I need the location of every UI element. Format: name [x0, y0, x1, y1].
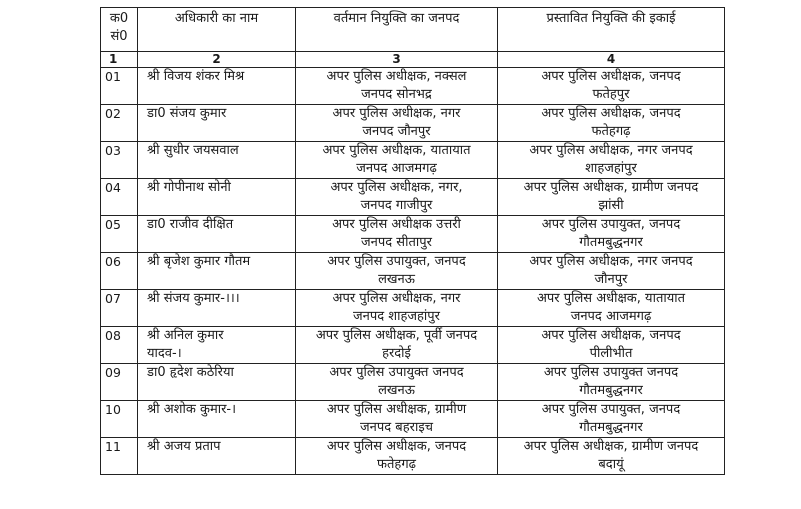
serial-number: 02: [105, 106, 121, 121]
serial-number-cell: [101, 216, 138, 253]
serial-number-cell: [101, 438, 138, 475]
officer-name: श्री अनिल कुमार: [147, 328, 224, 343]
current-posting-line1: अपर पुलिस अधीक्षक, जनपद: [326, 439, 467, 454]
officer-name-cell: [138, 253, 296, 290]
proposed-posting-line1: अपर पुलिस अधीक्षक, नगर जनपद: [529, 143, 693, 158]
serial-number: 08: [105, 328, 121, 343]
officer-name-cell: [138, 364, 296, 401]
current-posting-line2: जनपद शाहजहांपुर: [352, 309, 440, 324]
header-row: [101, 8, 725, 52]
proposed-posting-line2: गौतमबुद्धनगर: [579, 235, 643, 250]
table-row: [101, 105, 725, 142]
officer-name-cell: [138, 290, 296, 327]
current-posting-line1: अपर पुलिस उपायुक्त जनपद: [329, 365, 464, 380]
proposed-posting-line2: बदायूं: [598, 457, 624, 472]
officer-name: श्री बृजेश कुमार गौतम: [147, 254, 251, 269]
proposed-posting-line2: झांसी: [598, 198, 624, 213]
column-number: 2: [138, 52, 296, 68]
serial-number-cell: [101, 105, 138, 142]
serial-number-cell: [101, 68, 138, 105]
current-posting-line2: लखनऊ: [378, 272, 415, 287]
officer-name: श्री विजय शंकर मिश्र: [147, 69, 245, 84]
current-posting-line2: लखनऊ: [378, 383, 415, 398]
serial-number: 03: [105, 143, 121, 158]
table-row: [101, 253, 725, 290]
column-number: 4: [498, 52, 725, 68]
header-officer-name: अधिकारी का नाम: [138, 8, 296, 52]
current-posting-line1: अपर पुलिस उपायुक्त, जनपद: [327, 254, 466, 269]
proposed-posting-cell: [498, 364, 725, 401]
current-posting-line2: जनपद आजमगढ़: [356, 161, 437, 176]
current-posting-cell: [296, 290, 498, 327]
serial-number-cell: [101, 253, 138, 290]
proposed-posting-line2: जौनपुर: [594, 272, 628, 287]
serial-number-cell: [101, 142, 138, 179]
officer-name-cell: [138, 216, 296, 253]
proposed-posting-line1: अपर पुलिस अधीक्षक, ग्रामीण जनपद: [523, 180, 699, 195]
current-posting-line1: अपर पुलिस अधीक्षक, नक्सल: [326, 69, 467, 84]
table-row: [101, 438, 725, 475]
header-current-posting: वर्तमान नियुक्ति का जनपद: [296, 8, 498, 52]
column-number: 3: [296, 52, 498, 68]
current-posting-line2: जनपद गाजीपुर: [360, 198, 433, 213]
officer-name-cell: [138, 105, 296, 142]
serial-number: 01: [105, 69, 121, 84]
table-row: [101, 179, 725, 216]
header-proposed-posting: प्रस्तावित नियुक्ति की इकाई: [498, 8, 725, 52]
current-posting-line1: अपर पुलिस अधीक्षक उत्तरी: [332, 217, 461, 232]
current-posting-line1: अपर पुलिस अधीक्षक, यातायात: [322, 143, 471, 158]
current-posting-cell: [296, 327, 498, 364]
officer-name: श्री संजय कुमार-।।।: [147, 291, 240, 306]
proposed-posting-line1: अपर पुलिस उपायुक्त, जनपद: [541, 402, 681, 417]
proposed-posting-line2: जनपद आजमगढ़: [570, 309, 652, 324]
proposed-posting-cell: [498, 179, 725, 216]
serial-number: 09: [105, 365, 121, 380]
proposed-posting-line1: अपर पुलिस अधीक्षक, नगर जनपद: [529, 254, 693, 269]
officer-name-cell: [138, 438, 296, 475]
proposed-posting-line2: फतेहगढ़: [591, 124, 631, 139]
serial-number: 04: [105, 180, 121, 195]
table-row: [101, 364, 725, 401]
officer-name-cell: [138, 179, 296, 216]
serial-number-cell: [101, 401, 138, 438]
officer-name-cell: [138, 401, 296, 438]
proposed-posting-cell: [498, 438, 725, 475]
current-posting-line1: अपर पुलिस अधीक्षक, नगर: [332, 291, 461, 306]
serial-number: 07: [105, 291, 121, 306]
officer-name: डा0 संजय कुमार: [147, 106, 227, 121]
proposed-posting-line1: अपर पुलिस अधीक्षक, जनपद: [541, 106, 681, 121]
current-posting-line2: हरदोई: [382, 346, 411, 361]
proposed-posting-line2: शाहजहांपुर: [585, 161, 637, 176]
officer-name-cell: [138, 327, 296, 364]
current-posting-line1: अपर पुलिस अधीक्षक, नगर,: [330, 180, 463, 195]
current-posting-line2: फतेहगढ़: [377, 457, 416, 472]
serial-number: 05: [105, 217, 121, 232]
proposed-posting-line1: अपर पुलिस अधीक्षक, ग्रामीण जनपद: [523, 439, 699, 454]
current-posting-line2: जनपद सोनभद्र: [361, 87, 432, 102]
current-posting-line1: अपर पुलिस अधीक्षक, पूर्वी जनपद: [315, 328, 478, 343]
current-posting-cell: [296, 401, 498, 438]
serial-number-cell: [101, 290, 138, 327]
table-row: [101, 327, 725, 364]
table-row: [101, 68, 725, 105]
proposed-posting-line1: अपर पुलिस उपायुक्त जनपद: [543, 365, 679, 380]
proposed-posting-cell: [498, 290, 725, 327]
officer-name: डा0 राजीव दीक्षित: [147, 217, 234, 232]
proposed-posting-cell: [498, 401, 725, 438]
proposed-posting-line2: पीलीभीत: [589, 346, 633, 361]
current-posting-line1: अपर पुलिस अधीक्षक, ग्रामीण: [326, 402, 467, 417]
current-posting-cell: [296, 179, 498, 216]
header-serial-number: क0 सं0: [101, 8, 138, 52]
table-row: [101, 216, 725, 253]
current-posting-cell: [296, 216, 498, 253]
officer-name: श्री गोपीनाथ सोनी: [147, 180, 231, 195]
officer-name-cell: [138, 68, 296, 105]
current-posting-cell: [296, 438, 498, 475]
current-posting-cell: [296, 105, 498, 142]
serial-number: 11: [105, 439, 121, 454]
current-posting-cell: [296, 253, 498, 290]
proposed-posting-cell: [498, 216, 725, 253]
officer-name-line2: यादव-।: [147, 346, 182, 361]
proposed-posting-cell: [498, 327, 725, 364]
serial-number-cell: [101, 327, 138, 364]
table-row: [101, 290, 725, 327]
current-posting-line2: जनपद बहराइच: [360, 420, 433, 435]
proposed-posting-line1: अपर पुलिस उपायुक्त, जनपद: [541, 217, 681, 232]
officer-name: श्री अजय प्रताप: [147, 439, 221, 454]
current-posting-line2: जनपद जौनपुर: [362, 124, 431, 139]
proposed-posting-line2: फतेहपुर: [592, 87, 630, 102]
proposed-posting-cell: [498, 68, 725, 105]
proposed-posting-line2: गौतमबुद्धनगर: [579, 420, 643, 435]
serial-number-cell: [101, 179, 138, 216]
table-row: [101, 401, 725, 438]
current-posting-cell: [296, 68, 498, 105]
current-posting-line2: जनपद सीतापुर: [361, 235, 432, 250]
transfer-table: [100, 7, 725, 475]
column-number: 1: [101, 52, 138, 68]
serial-number: 10: [105, 402, 121, 417]
serial-number: 06: [105, 254, 121, 269]
officer-name-cell: [138, 142, 296, 179]
proposed-posting-line1: अपर पुलिस अधीक्षक, जनपद: [541, 328, 681, 343]
proposed-posting-line1: अपर पुलिस अधीक्षक, यातायात: [536, 291, 686, 306]
proposed-posting-cell: [498, 105, 725, 142]
serial-number-cell: [101, 364, 138, 401]
current-posting-cell: [296, 364, 498, 401]
officer-name: श्री सुधीर जयसवाल: [147, 143, 239, 158]
proposed-posting-line2: गौतमबुद्धनगर: [579, 383, 643, 398]
current-posting-cell: [296, 142, 498, 179]
current-posting-line1: अपर पुलिस अधीक्षक, नगर: [332, 106, 461, 121]
proposed-posting-cell: [498, 253, 725, 290]
column-number-row: [101, 52, 725, 68]
table-row: [101, 142, 725, 179]
proposed-posting-cell: [498, 142, 725, 179]
proposed-posting-line1: अपर पुलिस अधीक्षक, जनपद: [541, 69, 681, 84]
officer-name: श्री अशोक कुमार-।: [147, 402, 237, 417]
officer-name: डा0 हृदेश कठेरिया: [147, 365, 234, 380]
